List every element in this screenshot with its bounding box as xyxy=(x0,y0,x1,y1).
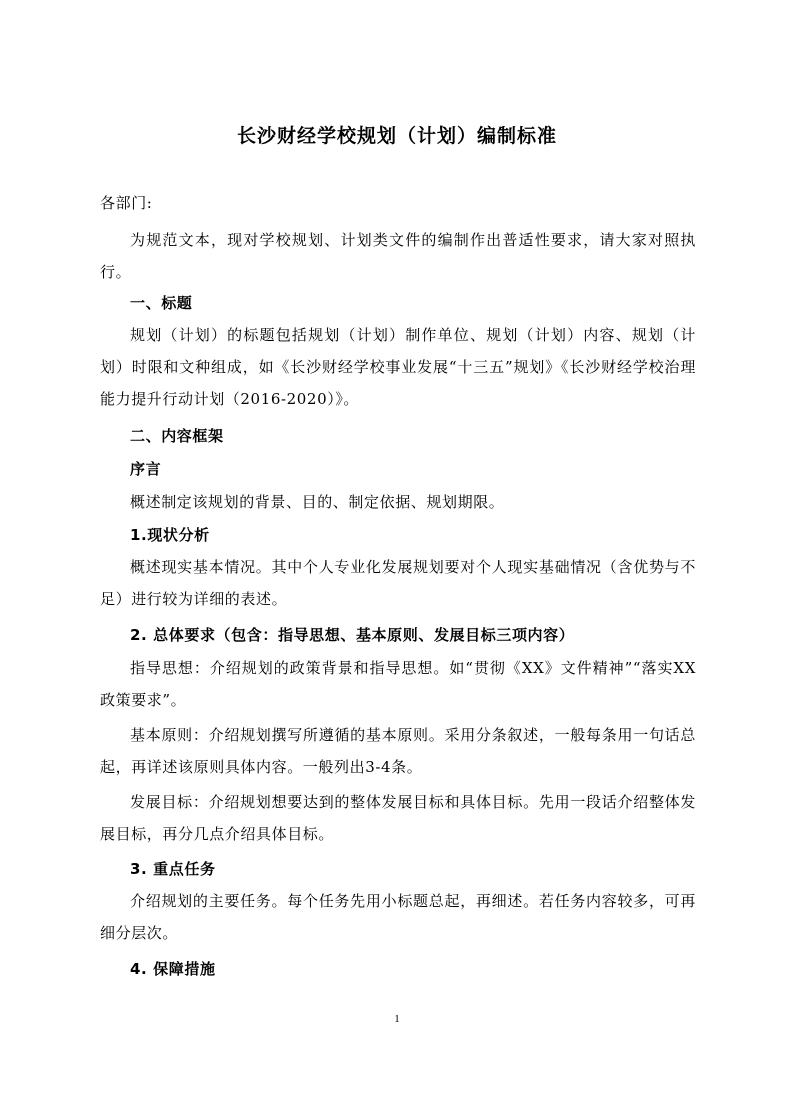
intro-paragraph: 为规范文本，现对学校规划、计划类文件的编制作出普适性要求，请大家对照执行。 xyxy=(100,231,696,281)
basic-principles-paragraph: 基本原则：介绍规划撰写所遵循的基本原则。采用分条叙述，一般每条用一句话总起，再详述该原则具体内容。一般列出3-4条。 xyxy=(100,726,696,776)
guiding-ideology-paragraph: 指导思想：介绍规划的政策背景和指导思想。如“贯彻《XX》文件精神”“落实XX政策要求”。 xyxy=(100,659,696,709)
section-heading-title: 一、标题 xyxy=(130,294,193,312)
safeguard-measures-heading: 4. 保障措施 xyxy=(130,960,216,978)
section-title-paragraph: 规划（计划）的标题包括规划（计划）制作单位、规划（计划）内容、规划（计划）时限和文种组成，如《长沙财经学校事业发展“十三五”规划》《长沙财经学校治理能力提升行动计划（2016-2020）》。 xyxy=(100,326,696,408)
document-title: 长沙财经学校规划（计划）编制标准 xyxy=(236,125,557,147)
status-analysis-heading: 1.现状分析 xyxy=(130,526,210,544)
status-analysis-paragraph: 概述现实基本情况。其中个人专业化发展规划要对个人现实基础情况（含优势与不足）进行较为详细的表述。 xyxy=(100,558,696,608)
development-goals-paragraph: 发展目标：介绍规划想要达到的整体发展目标和具体目标。先用一段话介绍整体发展目标，再分几点介绍具体目标。 xyxy=(100,793,696,843)
key-tasks-paragraph: 介绍规划的主要任务。每个任务先用小标题总起，再细述。若任务内容较多，可再细分层次。 xyxy=(100,892,696,942)
preface-heading: 序言 xyxy=(130,460,162,478)
salutation: 各部门: xyxy=(100,194,153,212)
section-heading-framework: 二、内容框架 xyxy=(130,427,224,445)
page-number: 1 xyxy=(394,1013,400,1025)
overall-requirements-heading: 2. 总体要求（包含：指导思想、基本原则、发展目标三项内容） xyxy=(130,626,575,644)
preface-paragraph: 概述制定该规划的背景、目的、制定依据、规划期限。 xyxy=(130,493,505,511)
key-tasks-heading: 3. 重点任务 xyxy=(130,860,216,878)
